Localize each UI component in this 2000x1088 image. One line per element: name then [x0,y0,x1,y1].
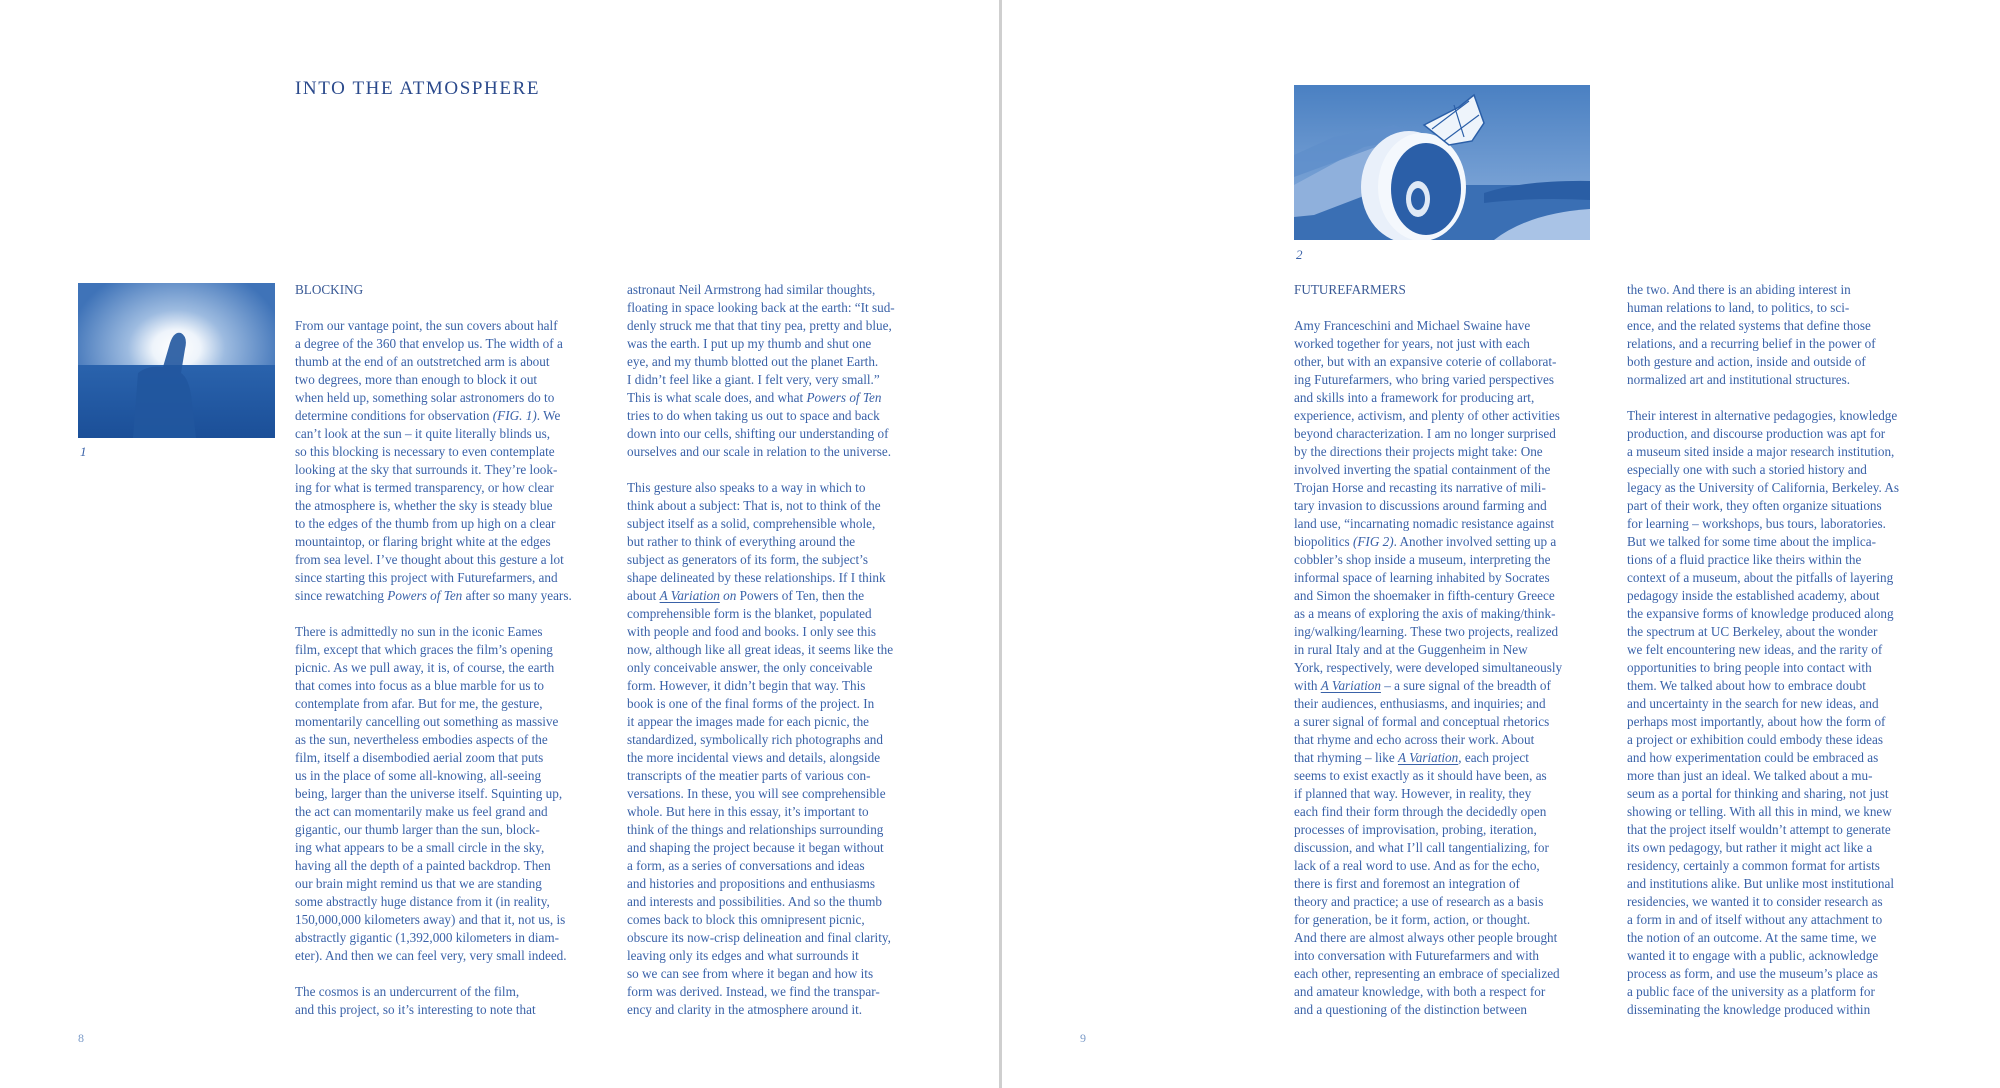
section-heading-blocking: BLOCKING [295,282,364,297]
paragraph [295,623,595,965]
page-number-left: 8 [78,1031,84,1045]
text-column-1 [295,281,595,1037]
text-run: Their interest in alternative pedagogies, knowledge production, and discourse production was apt for a museum sited inside a major research institution, especially one with such a storied history and legacy as the University of California, Berkeley. As part of their work, they often organize situations for learning – workshops, bus tours, laboratories. But we talked for some time about the implica- tions of a fluid practice like theirs within the context of a museum, about the pitfalls of layering pedagogy inside the established academy, about the expansive forms of knowledge produced along the spectrum at UC Berkeley, about the wonder we felt encountering new ideas, and the rarity of opportunities to bring people into contact with them. We talked about how to embrace doubt and uncertainty in the search for new ideas, and perhaps most importantly, about how the form of a project or exhibition could embody these ideas and how experimentation could be embraced as more than just an ideal. We talked about a mu- seum as a portal for thinking and sharing, not just showing or telling. With all this in mind, we knew that the project itself wouldn’t attempt to generate its own pedagogy, but rather it might act like a residency, certainly a common format for artists and institutions alike. But unlike most institutional residencies, we wanted it to consider research as a form in and of itself without any attachment to the notion of an outcome. At the same time, we wanted it to engage with a public, acknowledge process as form, and use the museum’s place as a public face of the university as a platform for disseminating the knowledge produced within [1627,408,1899,1017]
paragraph [295,317,595,605]
paragraph [627,281,927,461]
paragraph [1627,407,1927,1019]
text-column-4 [1627,281,1927,1037]
italic-text: (FIG. 1) [492,408,537,423]
figure-2-caption: 2 [1296,247,1303,262]
italic-text: Powers of Ten [806,390,882,405]
text-run: The cosmos is an undercurrent of the film, and this project, so it’s interesting to note that [295,984,536,1017]
text-run: . We can’t look at the sun – it quite literally blinds us, so this blocking is necessary to even contemplate looking at the sky that surrounds it. They’re look- ing for what is termed transparency, or how clear the atmosphere is, whether the sky is steady blue to the edges of the thumb from up high on a clear mountaintop, or flaring bright white at the edges from sea level. I’ve thought about this gesture a lot since starting this project with Futurefarmers, and since rewatching [295,408,564,603]
italic-text: (FIG 2) [1352,534,1394,549]
text-run: after so many years. [462,588,572,603]
column-body [1627,281,1927,1019]
text-run: , each project seems to exist exactly as it should have been, as if planned that way. However, in reality, they each find their form through the decidedly open processes of improvisation, probing, iteration, discussion, and what I’ll call tangentializing, for lack of a real word to use. And as for the echo, there is first and foremost an integration of theory and practice; a use of research as a basis for generation, be it form, action, or thought. And there are almost always other people brought into conversation with Futurefarmers and with each other, representing an embrace of specialized and amateur knowledge, with both a respect for and a questioning of the distinction between [1294,750,1560,1017]
chapter-title: INTO THE ATMOSPHERE [295,78,541,99]
text-column-3 [1294,281,1594,1037]
column-body [295,317,595,1019]
text-run: astronaut Neil Armstrong had similar thoughts, floating in space looking back at the earth: “It sud- denly struck me that that tiny pea, pretty and blue, was the earth. I put up my thumb and shut one eye, and my thumb blotted out the planet Earth. I didn’t feel like a giant. I felt very, very small.” This is what scale does, and what [627,282,895,405]
text-run: – a sure signal of the breadth of their audiences, enthusiasms, and inquiries; and a surer signal of formal and conceptual rhetorics that rhyme and echo across their work. About that rhyming – like [1294,678,1551,765]
paragraph [1627,281,1927,389]
figure-2-drum-sculpture-photo [1294,85,1590,240]
page-number-right: 9 [1080,1031,1086,1045]
text-run: . Another involved setting up a cobbler’s shop inside a museum, interpreting the informal space of learning inhabited by Socrates and Simon the shoemaker in fifth-century Greece as a means of exploring the axis of making/think- ing/walking/learning. These two projects, realized in rural Italy and at the Guggenheim in New York, respectively, were developed simultaneously with [1294,534,1563,693]
italic-text: Powers of Ten [387,588,463,603]
section-heading-futurefarmers: FUTUREFARMERS [1294,282,1406,297]
italic-text: on [719,588,737,603]
figure-1-thumb-sun-photo [78,283,275,438]
underlined-title-reference: A Variation [1320,678,1381,693]
paragraph [1294,317,1594,1019]
underlined-title-reference: A Variation [659,588,720,603]
text-column-2 [627,281,927,1037]
text-run: tries to do when taking us out to space and back down into our cells, shifting our understanding of ourselves and our scale in relation to the universe. [627,408,892,459]
text-run: the two. And there is an abiding interest in human relations to land, to politics, to sci- ence, and the related systems that define those relations, and a recurring belief in the power of both gesture and action, inside and outside of normalized art and institutional structures. [1627,282,1876,387]
text-run: There is admittedly no sun in the iconic Eames film, except that which graces the film’s opening picnic. As we pull away, it is, of course, the earth that comes into focus as a blue marble for us to contemplate from afar. But for me, the gesture, momentarily cancelling out something as massive as the sun, nevertheless embodies aspects of the film, itself a disembodied aerial zoom that puts us in the place of some all-knowing, all-seeing being, larger than the universe itself. Squinting up, the act can momentarily make us feel grand and gigantic, our thumb larger than the sun, block- ing what appears to be a small circle in the sky, having all the depth of a painted backdrop. Then our brain might remind us that we are standing some abstractly huge distance from it (in reality, 150,000,000 kilometers away) and that it, not us, is abstractly gigantic (1,392,000 kilometers in diam- eter). And then we can feel very, very small indeed. [295,624,567,963]
drum-sculpture-image [1294,85,1590,240]
column-body [627,281,927,1019]
underlined-title-reference: A Variation [1398,750,1459,765]
text-run: Amy Franceschini and Michael Swaine have worked together for years, not just with each other, but with an expansive coterie of collaborat- ing Futurefarmers, who bring varied perspectives and skills into a framework for producing art, experience, activism, and plenty of other activities beyond characterization. I am no longer surprised by the directions their projects might take: One involved inverting the spatial containment of the Trojan Horse and recasting its narrative of mili- tary invasion to discussions around farming and land use, “incarnating nomadic resistance against biopolitics [1294,318,1560,549]
text-run: This gesture also speaks to a way in which to think about a subject: That is, not to think of the subject itself as a solid, comprehensible whole, but rather to think of everything around the subject as generators of its form, the subject’s shape delineated by these relationships. If I think about [627,480,886,603]
paragraph [627,479,927,1019]
paragraph [295,983,595,1019]
text-run: Powers of Ten, then the comprehensible form is the blanket, populated with people and food and books. I only see this now, although like all great ideas, it seems like the only conceivable answer, the only conceivable form. However, it didn’t begin that way. This book is one of the final forms of the project. In it appear the images made for each picnic, the standardized, symbolically rich photographs and the more incidental views and details, alongside transcripts of the meatier parts of various con- versations. In these, you will see comprehensible whole. But here in this essay, it’s important to think of the things and relationships surrounding and shaping the project because it began without a form, as a series of conversations and ideas and histories and propositions and enthusiasms and interests and possibilities. And so the thumb comes back to block this omnipresent picnic, obscure its now-crisp delineation and final clarity, leaving only its edges and what surrounds it so we can see from where it began and how its form was derived. Instead, we find the transpar- ency and clarity in the atmosphere around it. [627,588,894,1017]
thumb-sun-image [78,283,275,438]
figure-1-caption: 1 [80,444,87,459]
gutter-divider [999,0,1002,1088]
text-run: From our vantage point, the sun covers about half a degree of the 360 that envelop us. The width of a thumb at the end of an outstretched arm is about two degrees, more than enough to block it out when held up, something solar astronomers do to determine conditions for observation [295,318,563,423]
column-body [1294,317,1594,1019]
